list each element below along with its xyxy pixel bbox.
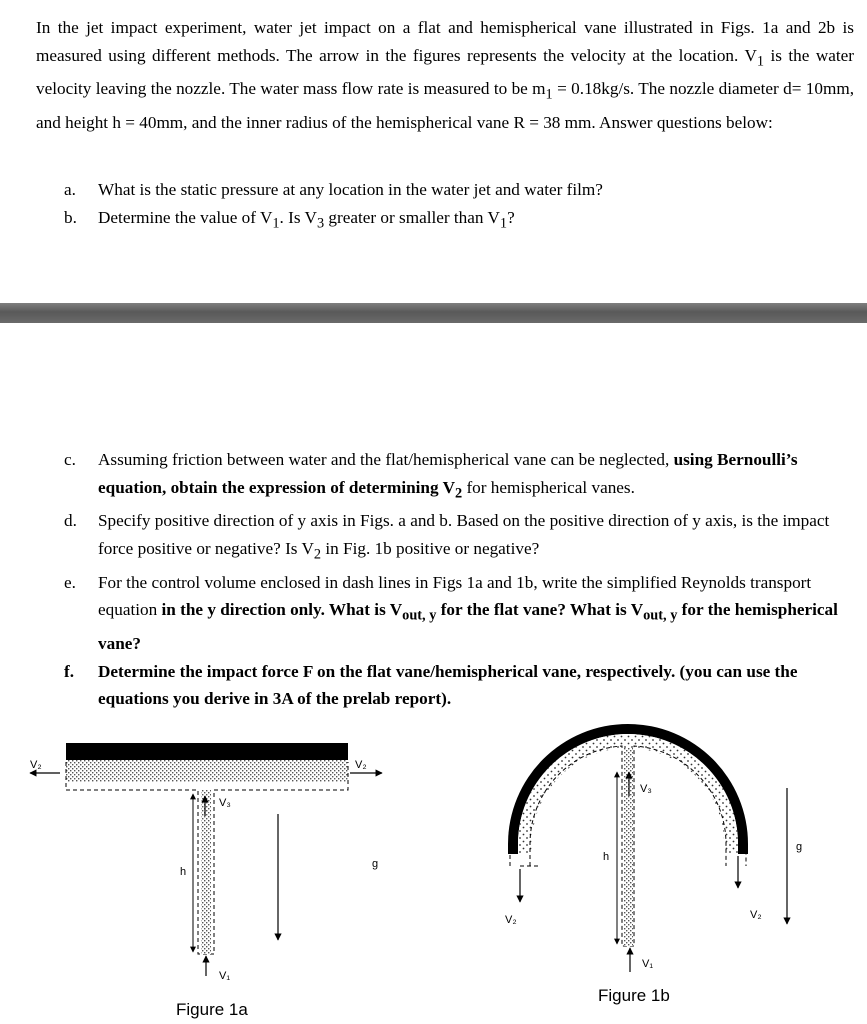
qc-t2: for hemispherical vanes.: [462, 477, 635, 497]
v1-label-1b: V₁: [642, 958, 654, 970]
problem-intro: [36, 14, 854, 137]
water-jet-1a: [201, 790, 211, 954]
h-label-1b: h: [603, 851, 610, 863]
qb-t1: Determine the value of V: [98, 207, 273, 227]
v2-right-label-1b: V₂: [750, 909, 762, 921]
g-label-1b: g: [796, 841, 803, 853]
question-a-text: What is the static pressure at any location in the water jet and water film?: [98, 180, 603, 199]
qc-bold1: using Bernoulli’s equation, obtain the expression of determining V: [98, 450, 798, 497]
caption-figure-1a: Figure 1a: [176, 1000, 248, 1019]
intro-sub-2: 1: [545, 86, 553, 103]
v2-left-label-1b: V₂: [505, 914, 517, 926]
question-b: [64, 204, 854, 238]
qc-bsub: 2: [454, 484, 463, 501]
question-a: [64, 176, 854, 204]
question-f-label: f.: [64, 661, 75, 681]
water-film-layer: [66, 760, 348, 782]
intro-text-1: In the jet impact experiment, water jet impact on a flat and hemispherical vane illustrated in Figs. 1a and 2b is measured using different methods. The arrow in the figures represents the velocity at the location. V: [36, 18, 854, 65]
question-e-text: [98, 569, 854, 658]
qb-t4: ?: [507, 207, 515, 227]
qe-b1: in the y direction only. What is V: [161, 600, 403, 620]
question-b-label: b.: [64, 207, 77, 227]
v3-label-1b: V₃: [640, 783, 652, 795]
question-c-text: [98, 446, 854, 507]
qe-b2: for the flat vane? What is V: [436, 600, 644, 620]
qd-s1: 2: [313, 546, 322, 563]
qb-t2: . Is V: [279, 207, 317, 227]
v2-right-label: V₂: [355, 759, 367, 771]
question-d-label: d.: [64, 511, 77, 531]
question-list-1: [64, 176, 854, 237]
question-list-2: [64, 446, 854, 713]
question-f: [64, 658, 854, 713]
qc-t1: Assuming friction between water and the flat/hemispherical vane can be neglected,: [98, 450, 674, 469]
v3-label-1a: V₃: [219, 797, 231, 809]
intro-text-2: is the water velocity leaving the nozzle. The water mass flow rate is measured to be m: [36, 45, 854, 99]
question-c-label: c.: [64, 450, 76, 469]
v2-left-label: V₂: [30, 759, 42, 771]
qd-t2: in Fig. 1b positive or negative?: [321, 538, 540, 558]
qe-bs1: out, y: [402, 607, 437, 624]
figure-1b: [505, 724, 802, 1005]
question-e: [64, 569, 854, 658]
question-b-text: [98, 204, 854, 238]
qb-s1: 1: [272, 214, 280, 231]
v1-label-1a: V₁: [219, 970, 231, 982]
qb-s2: 3: [316, 214, 325, 231]
qe-b3: for the hemispherical vane?: [98, 600, 838, 654]
intro-sub-1: 1: [756, 52, 765, 69]
question-c: [64, 446, 854, 507]
question-d-text: [98, 507, 854, 568]
figures-svg: [0, 724, 867, 1024]
question-d: [64, 507, 854, 568]
qd-t1: Specify positive direction of y axis in Figs. a and b. Based on the positive direction of y axis, is the impact force positive or negative? Is V: [98, 511, 830, 558]
h-label-1a: h: [180, 866, 187, 878]
page-divider: [0, 303, 867, 323]
flat-vane-plate: [66, 743, 348, 760]
qe-t1: For the control volume enclosed in dash lines in Figs 1a and 1b, write the simplified Reynolds transport equation: [98, 572, 812, 620]
figure-1a: [30, 743, 382, 1019]
question-a-label: a.: [64, 180, 76, 199]
intro-text-3: = 0.18kg/s. The nozzle diameter d= 10mm, and height h = 40mm, and the inner radius of the hemispherical vane R = 38 mm. Answer questions below:: [36, 79, 854, 133]
qe-bs2: out, y: [643, 607, 678, 624]
question-e-label: e.: [64, 572, 76, 592]
qb-s3: 1: [499, 214, 508, 231]
qb-t3: greater or smaller than V: [324, 207, 500, 227]
g-label-1a: g: [372, 858, 379, 870]
caption-figure-1b: Figure 1b: [598, 986, 670, 1005]
question-f-text: Determine the impact force F on the flat vane/hemispherical vane, respectively. (you can use the equations you derive in 3A of the prelab report).: [98, 661, 798, 709]
